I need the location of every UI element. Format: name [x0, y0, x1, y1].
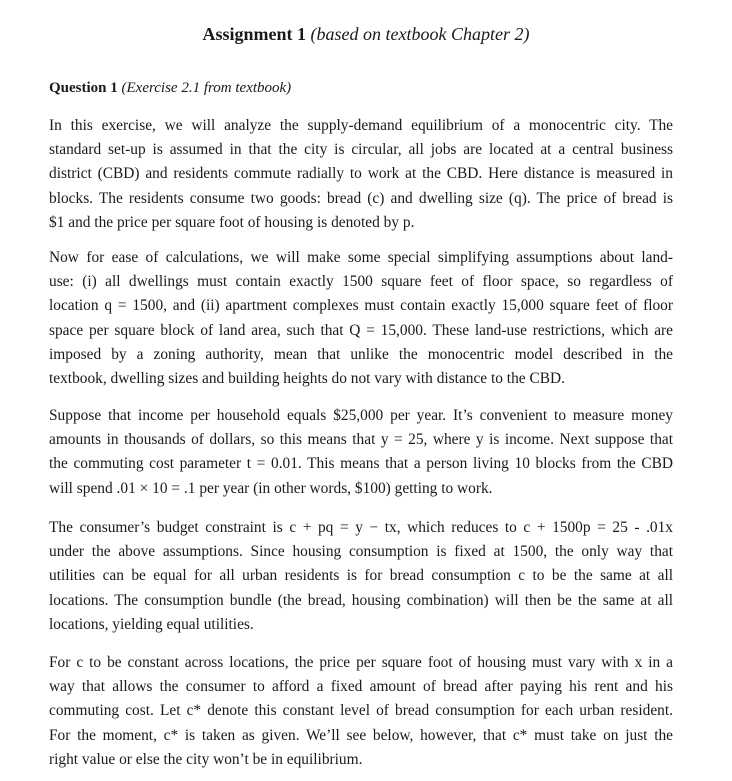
text-line: under the above assumptions. Since housing consumption is fixed at 1500, the only way that	[49, 543, 673, 561]
question-source: (Exercise 2.1 from textbook)	[121, 80, 292, 96]
title-subtitle: (based on textbook Chapter 2)	[310, 24, 530, 44]
title-main: Assignment 1	[202, 24, 307, 44]
text-line: utilities can be equal for all urban residents is for bread consumption c to be the same at all	[49, 567, 673, 585]
text-line: amounts in thousands of dollars, so this means that y = 25, where y is income. Next suppose that	[49, 431, 673, 449]
text-line: space per square block of land area, such that Q = 15,000. These land-use restrictions, which are	[49, 321, 673, 339]
paragraph-3	[49, 404, 673, 501]
text-line: locations, yielding equal utilities.	[49, 615, 254, 633]
text-line: blocks. The residents consume two goods: bread (c) and dwelling size (q). The price of bread is	[49, 189, 673, 207]
text-line: will spend .01 × 10 = .1 per year (in other words, $100) getting to work.	[49, 479, 493, 497]
text-line: commuting cost. Let c* denote this constant level of bread consumption for each urban resident.	[49, 702, 673, 720]
text-line: The consumer’s budget constraint is c + pq = y − tx, which reduces to c + 1500p = 25 - .01x	[49, 519, 673, 536]
text-line: locations. The consumption bundle (the bread, housing combination) will then be the same at all	[49, 591, 673, 609]
text-line: standard set-up is assumed in that the city is circular, all jobs are located at a central business	[49, 141, 673, 159]
text-line: For c to be constant across locations, the price per square foot of housing must vary with x in a	[49, 654, 673, 671]
text-line: Suppose that income per household equals $25,000 per year. It’s convenient to measure money	[49, 407, 673, 424]
paragraph-4	[49, 516, 673, 637]
page-title	[0, 22, 732, 46]
text-line: the commuting cost parameter t = 0.01. This means that a person living 10 blocks from the CBD	[49, 455, 673, 473]
text-line: For the moment, c* is taken as given. We’ll see below, however, that c* must take on just the	[49, 726, 673, 744]
text-line: district (CBD) and residents commute radially to work at the CBD. Here distance is measured in	[49, 165, 673, 183]
text-line: location q = 1500, and (ii) apartment complexes must contain exactly 15,000 square feet of floor	[49, 297, 673, 315]
question-label: Question 1	[49, 80, 118, 96]
paragraph-2	[49, 246, 673, 391]
paragraph-5	[49, 651, 673, 772]
text-line: In this exercise, we will analyze the supply-demand equilibrium of a monocentric city. The	[49, 117, 673, 134]
text-line: right value or else the city won’t be in equilibrium.	[49, 750, 363, 768]
text-line: Now for ease of calculations, we will make some special simplifying assumptions about land-	[49, 249, 673, 266]
text-line: textbook, dwelling sizes and building heights do not vary with distance to the CBD.	[49, 369, 565, 387]
text-line: $1 and the price per square foot of housing is denoted by p.	[49, 213, 415, 231]
question-heading	[49, 77, 291, 99]
text-line: way that allows the consumer to afford a fixed amount of bread after paying his rent and his	[49, 678, 673, 696]
paragraph-1	[49, 114, 673, 235]
text-line: imposed by a zoning authority, mean that unlike the monocentric model described in the	[49, 345, 673, 363]
text-line: use: (i) all dwellings must contain exactly 1500 square feet of floor space, so regardless of	[49, 273, 673, 291]
